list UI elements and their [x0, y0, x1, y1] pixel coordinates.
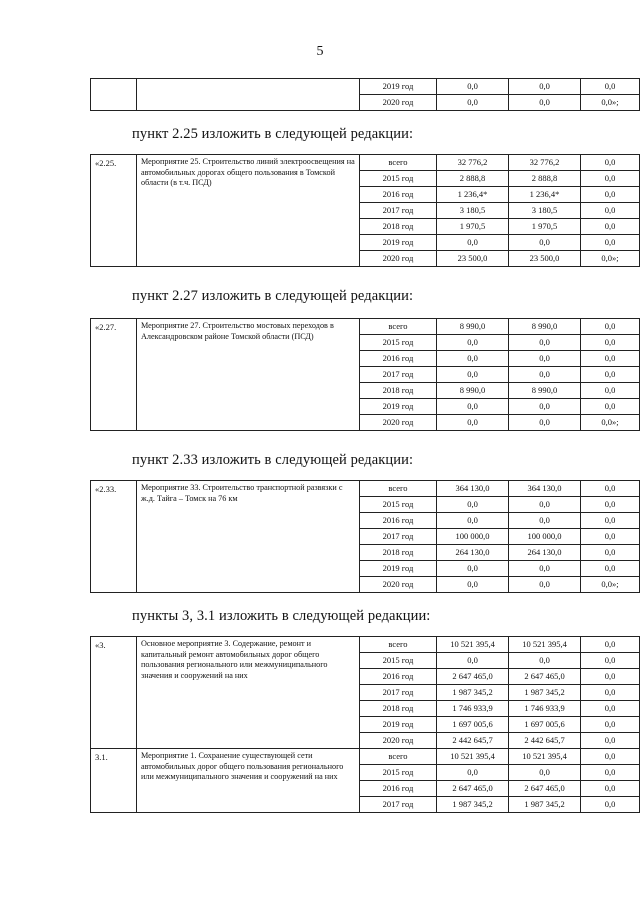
total-value-cell: 1 697 005,6: [437, 717, 509, 733]
other-value-cell: 0,0: [581, 749, 640, 765]
measure-table: [90, 318, 640, 431]
regional-value-cell: 1 697 005,6: [509, 717, 581, 733]
year-cell: всего: [360, 749, 437, 765]
year-cell: 2017 год: [360, 797, 437, 813]
other-value-cell: 0,0: [581, 335, 640, 351]
regional-value-cell: 0,0: [509, 577, 581, 593]
row-description-cell: [137, 79, 360, 111]
other-value-cell: 0,0: [581, 383, 640, 399]
total-value-cell: 0,0: [437, 765, 509, 781]
total-value-cell: 23 500,0: [437, 251, 509, 267]
total-value-cell: 364 130,0: [437, 481, 509, 497]
regional-value-cell: 2 442 645,7: [509, 733, 581, 749]
total-value-cell: 0,0: [437, 399, 509, 415]
total-value-cell: 3 180,5: [437, 203, 509, 219]
year-cell: всего: [360, 319, 437, 335]
regional-value-cell: 1 746 933,9: [509, 701, 581, 717]
total-value-cell: 0,0: [437, 577, 509, 593]
row-number-cell: [91, 79, 137, 111]
year-cell: 2020 год: [360, 95, 437, 111]
measure-table: [90, 480, 640, 593]
other-value-cell: 0,0: [581, 497, 640, 513]
other-value-cell: 0,0: [581, 653, 640, 669]
other-value-cell: 0,0: [581, 79, 640, 95]
total-value-cell: 10 521 395,4: [437, 749, 509, 765]
other-value-cell: 0,0: [581, 765, 640, 781]
total-value-cell: 10 521 395,4: [437, 637, 509, 653]
other-value-cell: 0,0: [581, 235, 640, 251]
year-cell: 2018 год: [360, 383, 437, 399]
year-cell: всего: [360, 481, 437, 497]
year-cell: 2016 год: [360, 351, 437, 367]
year-cell: 2019 год: [360, 717, 437, 733]
section-heading: пункт 2.33 изложить в следующей редакции:: [132, 452, 414, 468]
table-row: [91, 155, 640, 171]
year-cell: 2016 год: [360, 669, 437, 685]
regional-value-cell: 264 130,0: [509, 545, 581, 561]
total-value-cell: 2 888,8: [437, 171, 509, 187]
total-value-cell: 100 000,0: [437, 529, 509, 545]
row-description-cell: Мероприятие 25. Строительство линий электроосвещения на автомобильных дорогах общего пользования в Томской области (в т.ч. ПСД): [137, 155, 360, 267]
total-value-cell: 8 990,0: [437, 319, 509, 335]
total-value-cell: 0,0: [437, 415, 509, 431]
year-cell: 2015 год: [360, 497, 437, 513]
table-row: [91, 79, 640, 95]
total-value-cell: 0,0: [437, 513, 509, 529]
total-value-cell: 0,0: [437, 79, 509, 95]
regional-value-cell: 0,0: [509, 367, 581, 383]
other-value-cell: 0,0: [581, 529, 640, 545]
regional-value-cell: 10 521 395,4: [509, 637, 581, 653]
other-value-cell: 0,0»;: [581, 577, 640, 593]
regional-value-cell: 100 000,0: [509, 529, 581, 545]
total-value-cell: 0,0: [437, 653, 509, 669]
other-value-cell: 0,0: [581, 481, 640, 497]
other-value-cell: 0,0: [581, 399, 640, 415]
year-cell: 2019 год: [360, 561, 437, 577]
year-cell: 2019 год: [360, 399, 437, 415]
year-cell: 2020 год: [360, 577, 437, 593]
total-value-cell: 2 442 645,7: [437, 733, 509, 749]
other-value-cell: 0,0»;: [581, 95, 640, 111]
regional-value-cell: 8 990,0: [509, 383, 581, 399]
row-number-cell: 3.1.: [91, 749, 137, 813]
year-cell: 2019 год: [360, 235, 437, 251]
total-value-cell: 1 236,4*: [437, 187, 509, 203]
other-value-cell: 0,0: [581, 219, 640, 235]
year-cell: 2015 год: [360, 335, 437, 351]
table-row: [91, 481, 640, 497]
other-value-cell: 0,0: [581, 513, 640, 529]
total-value-cell: 1 970,5: [437, 219, 509, 235]
regional-value-cell: 0,0: [509, 79, 581, 95]
page-number: 5: [316, 44, 324, 59]
total-value-cell: 1 746 933,9: [437, 701, 509, 717]
regional-value-cell: 1 987 345,2: [509, 685, 581, 701]
regional-value-cell: 1 987 345,2: [509, 797, 581, 813]
regional-value-cell: 10 521 395,4: [509, 749, 581, 765]
row-number-cell: «3.: [91, 637, 137, 749]
year-cell: 2015 год: [360, 653, 437, 669]
section-heading: пункты 3, 3.1 изложить в следующей редакции:: [132, 608, 431, 624]
other-value-cell: 0,0: [581, 203, 640, 219]
year-cell: 2016 год: [360, 513, 437, 529]
regional-value-cell: 0,0: [509, 497, 581, 513]
year-cell: 2017 год: [360, 367, 437, 383]
other-value-cell: 0,0: [581, 781, 640, 797]
measure-table: [90, 636, 640, 813]
total-value-cell: 0,0: [437, 561, 509, 577]
other-value-cell: 0,0: [581, 171, 640, 187]
other-value-cell: 0,0: [581, 187, 640, 203]
regional-value-cell: 0,0: [509, 415, 581, 431]
total-value-cell: 2 647 465,0: [437, 781, 509, 797]
total-value-cell: 0,0: [437, 367, 509, 383]
row-description-cell: Мероприятие 33. Строительство транспортной развязки с ж.д. Тайга – Томск на 76 км: [137, 481, 360, 593]
regional-value-cell: 1 970,5: [509, 219, 581, 235]
regional-value-cell: 364 130,0: [509, 481, 581, 497]
year-cell: 2016 год: [360, 187, 437, 203]
row-description-cell: Основное мероприятие 3. Содержание, ремонт и капитальный ремонт автомобильных дорог общего пользования регионального или межмуниципального значения и сооружений на них: [137, 637, 360, 749]
other-value-cell: 0,0: [581, 733, 640, 749]
regional-value-cell: 0,0: [509, 765, 581, 781]
year-cell: 2020 год: [360, 733, 437, 749]
other-value-cell: 0,0: [581, 367, 640, 383]
year-cell: 2017 год: [360, 529, 437, 545]
regional-value-cell: 32 776,2: [509, 155, 581, 171]
regional-value-cell: 0,0: [509, 513, 581, 529]
section-heading: пункт 2.27 изложить в следующей редакции:: [132, 288, 414, 304]
total-value-cell: 1 987 345,2: [437, 685, 509, 701]
row-number-cell: «2.25.: [91, 155, 137, 267]
year-cell: всего: [360, 155, 437, 171]
total-value-cell: 8 990,0: [437, 383, 509, 399]
section-heading: пункт 2.25 изложить в следующей редакции:: [132, 126, 414, 142]
total-value-cell: 0,0: [437, 335, 509, 351]
year-cell: 2019 год: [360, 79, 437, 95]
year-cell: 2015 год: [360, 171, 437, 187]
row-description-cell: Мероприятие 1. Сохранение существующей сети автомобильных дорог общего пользования регионального или межмуниципального значения и сооружений на них: [137, 749, 360, 813]
total-value-cell: 1 987 345,2: [437, 797, 509, 813]
regional-value-cell: 8 990,0: [509, 319, 581, 335]
year-cell: 2017 год: [360, 203, 437, 219]
total-value-cell: 0,0: [437, 351, 509, 367]
regional-value-cell: 3 180,5: [509, 203, 581, 219]
row-description-cell: Мероприятие 27. Строительство мостовых переходов в Александровском районе Томской области (ПСД): [137, 319, 360, 431]
total-value-cell: 0,0: [437, 95, 509, 111]
other-value-cell: 0,0»;: [581, 415, 640, 431]
regional-value-cell: 23 500,0: [509, 251, 581, 267]
table-row: [91, 749, 640, 765]
regional-value-cell: 0,0: [509, 235, 581, 251]
total-value-cell: 32 776,2: [437, 155, 509, 171]
other-value-cell: 0,0: [581, 669, 640, 685]
other-value-cell: 0,0: [581, 561, 640, 577]
year-cell: 2016 год: [360, 781, 437, 797]
regional-value-cell: 2 647 465,0: [509, 781, 581, 797]
other-value-cell: 0,0: [581, 351, 640, 367]
other-value-cell: 0,0: [581, 155, 640, 171]
other-value-cell: 0,0»;: [581, 251, 640, 267]
year-cell: всего: [360, 637, 437, 653]
other-value-cell: 0,0: [581, 637, 640, 653]
other-value-cell: 0,0: [581, 545, 640, 561]
regional-value-cell: 2 647 465,0: [509, 669, 581, 685]
regional-value-cell: 0,0: [509, 351, 581, 367]
year-cell: 2018 год: [360, 545, 437, 561]
year-cell: 2015 год: [360, 765, 437, 781]
year-cell: 2020 год: [360, 251, 437, 267]
other-value-cell: 0,0: [581, 797, 640, 813]
regional-value-cell: 1 236,4*: [509, 187, 581, 203]
other-value-cell: 0,0: [581, 319, 640, 335]
continuation-table: [90, 78, 640, 111]
other-value-cell: 0,0: [581, 717, 640, 733]
measure-table: [90, 154, 640, 267]
regional-value-cell: 0,0: [509, 653, 581, 669]
regional-value-cell: 0,0: [509, 95, 581, 111]
regional-value-cell: 0,0: [509, 399, 581, 415]
row-number-cell: «2.27.: [91, 319, 137, 431]
other-value-cell: 0,0: [581, 701, 640, 717]
regional-value-cell: 2 888,8: [509, 171, 581, 187]
total-value-cell: 0,0: [437, 235, 509, 251]
year-cell: 2017 год: [360, 685, 437, 701]
table-row: [91, 637, 640, 653]
total-value-cell: 2 647 465,0: [437, 669, 509, 685]
other-value-cell: 0,0: [581, 685, 640, 701]
regional-value-cell: 0,0: [509, 561, 581, 577]
regional-value-cell: 0,0: [509, 335, 581, 351]
year-cell: 2018 год: [360, 701, 437, 717]
total-value-cell: 264 130,0: [437, 545, 509, 561]
row-number-cell: «2.33.: [91, 481, 137, 593]
table-row: [91, 319, 640, 335]
year-cell: 2020 год: [360, 415, 437, 431]
year-cell: 2018 год: [360, 219, 437, 235]
total-value-cell: 0,0: [437, 497, 509, 513]
